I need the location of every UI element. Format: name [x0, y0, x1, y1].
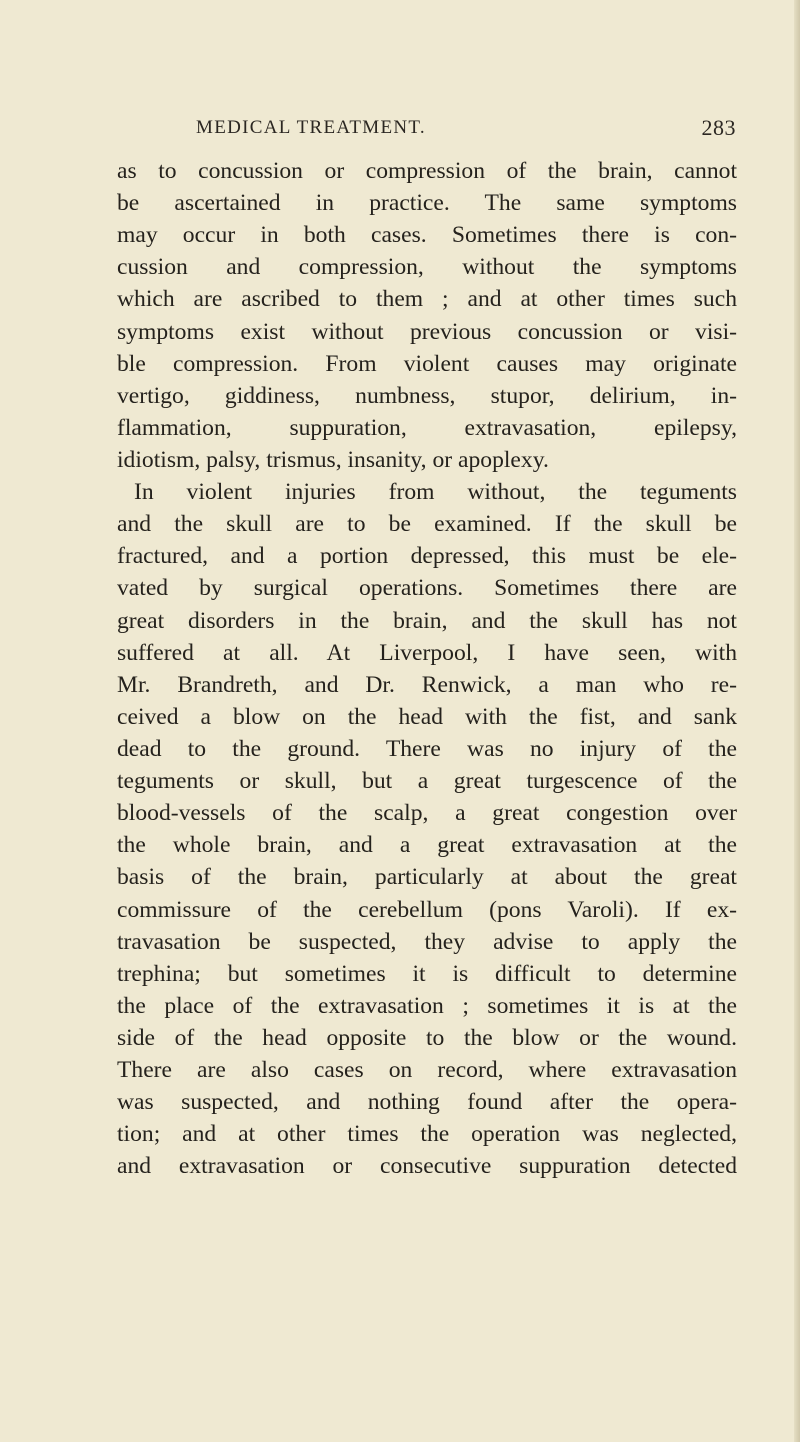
text-line: and extravasation or consecutive suppuration detected [117, 1153, 737, 1180]
page-header [196, 117, 736, 147]
text-line: may occur in both cases. Sometimes there is con- [117, 222, 737, 249]
text-line: Mr. Brandreth, and Dr. Renwick, a man who re- [117, 671, 737, 698]
text-line: as to concussion or compression of the brain, cannot [117, 158, 737, 184]
text-line: idiotism, palsy, trismus, insanity, or apoplexy. [117, 446, 549, 473]
text-line: be ascertained in practice. The same symptoms [117, 190, 737, 217]
text-line: the whole brain, and a great extravasation at the [117, 832, 737, 859]
text-line: basis of the brain, particularly at about the great [117, 864, 737, 891]
text-line: teguments or skull, but a great turgescence of the [117, 768, 737, 795]
text-line: trephina; but sometimes it is difficult to determine [117, 960, 737, 987]
paragraph-start-line: In violent injuries from without, the teguments [134, 479, 737, 506]
text-line: ble compression. From violent causes may originate [117, 350, 737, 377]
text-line: ceived a blow on the head with the fist, and sank [117, 703, 737, 730]
text-line: flammation, suppuration, extravasation, epilepsy, [117, 414, 737, 441]
text-line: the place of the extravasation ; sometimes it is at the [117, 992, 737, 1019]
text-line: suffered at all. At Liverpool, I have seen, with [117, 639, 737, 666]
running-title: MEDICAL TREATMENT. [196, 117, 426, 138]
text-line: tion; and at other times the operation was neglected, [117, 1121, 737, 1148]
text-line: travasation be suspected, they advise to apply the [117, 928, 737, 955]
text-line: side of the head opposite to the blow or the wound. [117, 1024, 737, 1051]
text-line: cussion and compression, without the symptoms [117, 254, 737, 281]
text-line: symptoms exist without previous concussion or visi- [117, 318, 737, 345]
text-line: blood-vessels of the scalp, a great congestion over [117, 800, 737, 827]
text-line: commissure of the cerebellum (pons Varoli). If ex- [117, 896, 737, 923]
text-line: fractured, and a portion depressed, this must be ele- [117, 543, 737, 570]
body-text [117, 155, 737, 1183]
text-line: was suspected, and nothing found after the opera- [117, 1089, 737, 1116]
text-line: great disorders in the brain, and the skull has not [117, 607, 737, 634]
text-line: vated by surgical operations. Sometimes there are [117, 575, 737, 602]
page-number: 283 [701, 115, 736, 140]
text-line: There are also cases on record, where extravasation [117, 1057, 737, 1084]
text-line: dead to the ground. There was no injury of the [117, 735, 737, 762]
text-line: vertigo, giddiness, numbness, stupor, delirium, in- [117, 382, 737, 409]
text-line: and the skull are to be examined. If the skull be [117, 511, 737, 538]
page-edge-shadow [794, 0, 800, 1442]
text-line: which are ascribed to them ; and at other times such [117, 286, 737, 313]
